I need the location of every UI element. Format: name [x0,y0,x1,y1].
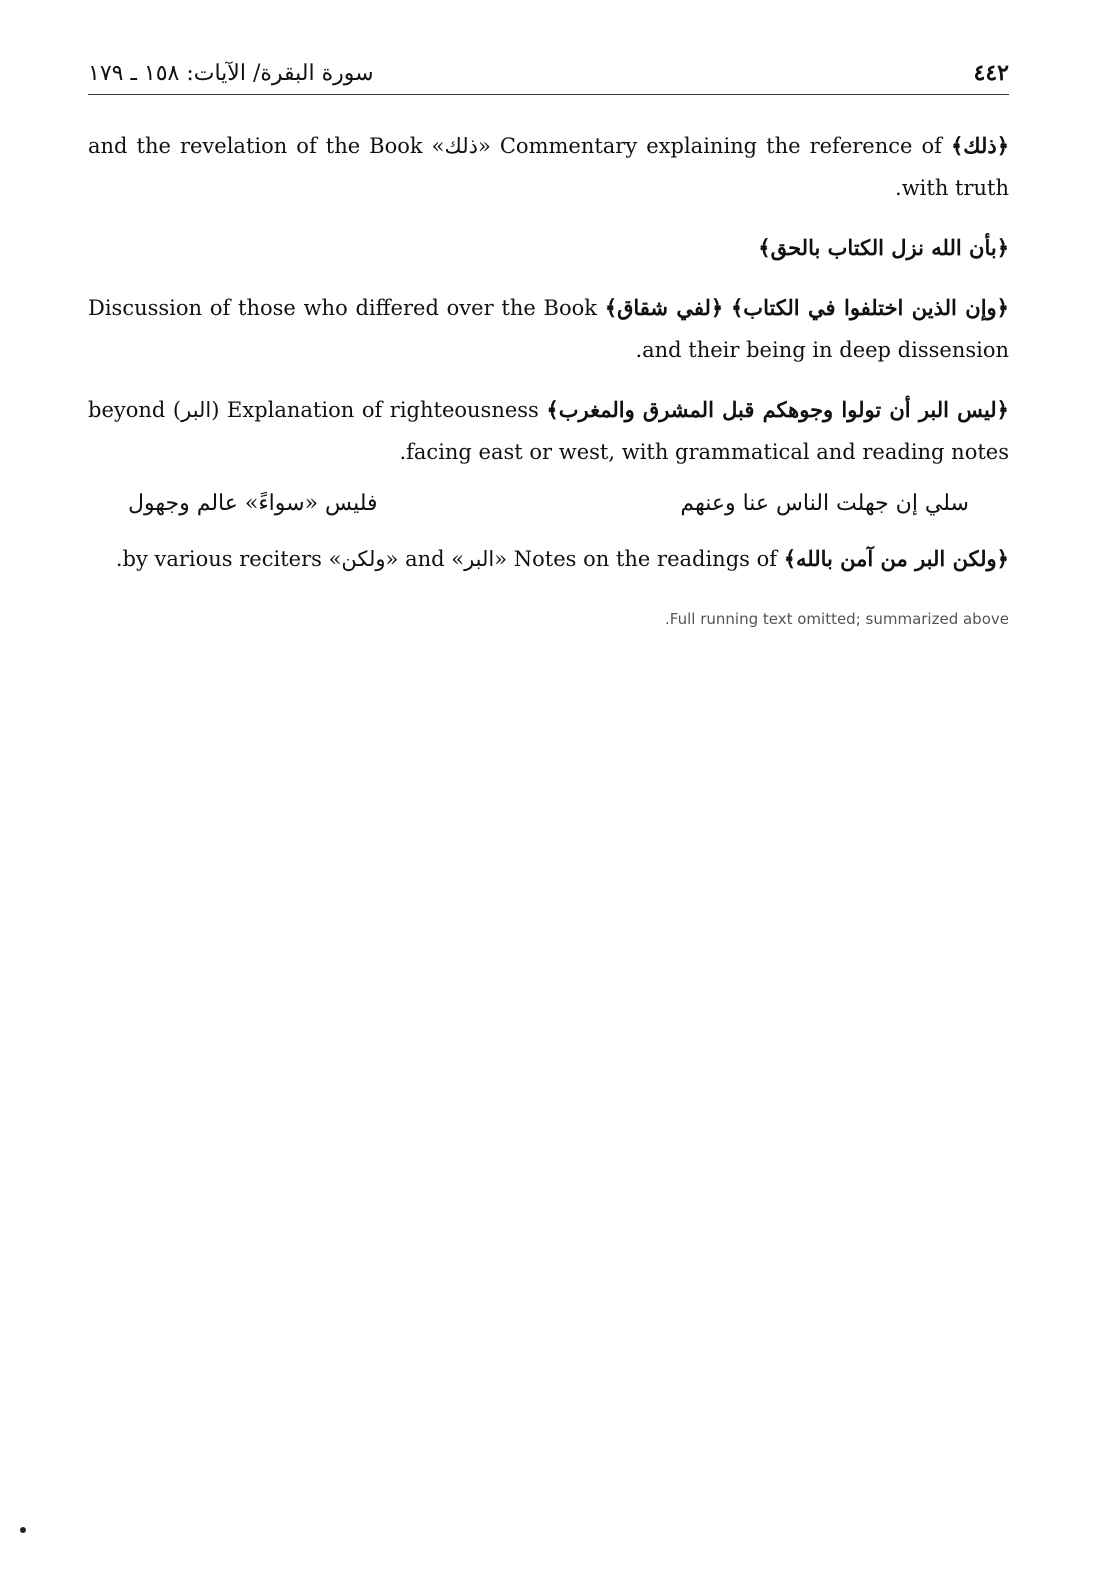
omission-note: Full running text omitted; summarized above. [665,610,1009,628]
summary-text: Commentary explaining the reference of «ذلك» and the revelation of the Book with truth. [88,134,1009,200]
paragraph [88,227,1009,269]
quranic-term: ﴿ليس البر أن تولوا وجوهكم قبل المشرق والمغرب﴾ [546,397,1009,422]
paragraph [88,389,1009,473]
page-number: ٤٤٢ [973,60,1009,86]
quranic-term: ﴿ذلك﴾ [950,133,1009,158]
margin-dot [20,1527,26,1533]
paragraph [88,287,1009,371]
quranic-term: ﴿ولكن البر من آمن بالله﴾ [783,546,1009,571]
summary-text: Discussion of those who differed over the Book and their being in deep dissension. [88,296,1009,362]
page-title: سورة البقرة/ الآيات: ١٥٨ ـ ١٧٩ [88,61,374,86]
paragraph [88,538,1009,580]
quranic-term: ﴿وإن الذين اختلفوا في الكتاب﴾ [731,295,1009,320]
quranic-term: ﴿لفي شقاق﴾ [604,295,724,320]
summary-text: Notes on the readings of «البر» and «ولكن» by various reciters. [115,547,778,571]
poem-verse [128,491,969,516]
summary-text: Explanation of righteousness (البر) beyond facing east or west, with grammatical and reading notes. [88,398,1009,464]
paragraph [88,125,1009,209]
page-header [88,60,1009,95]
poem-hemistich-right: سلي إن جهلت الناس عنا وعنهم [680,491,969,516]
quranic-term: ﴿بأن الله نزل الكتاب بالحق﴾ [758,235,1009,260]
poem-hemistich-left: فليس «سواءً» عالم وجهول [128,491,378,516]
